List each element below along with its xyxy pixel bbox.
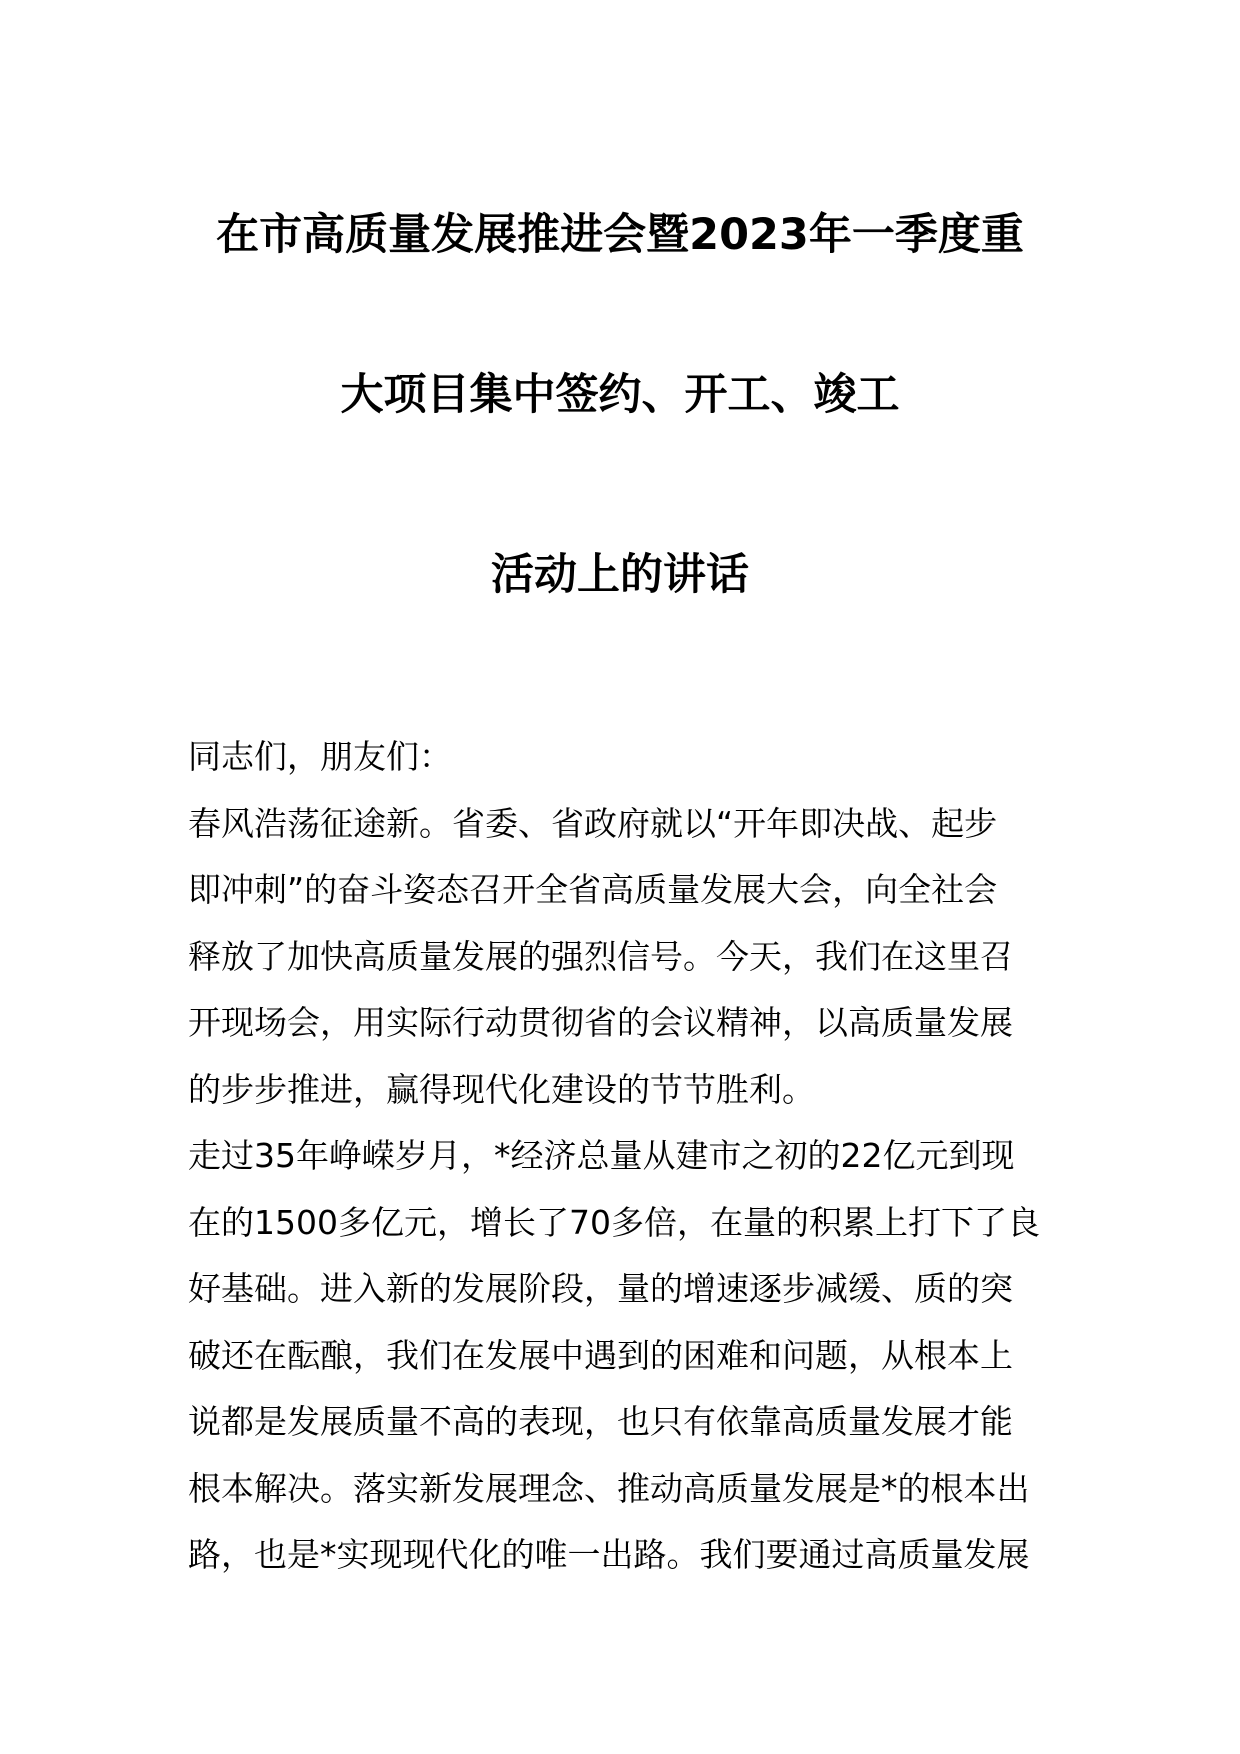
- paragraph-1-line: 春风浩荡征途新。省委、省政府就以“开年即决战、起步: [188, 803, 998, 843]
- paragraph-1-line: 的步步推进，赢得现代化建设的节节胜利。: [188, 1069, 815, 1109]
- paragraph-2-line: 路，也是*实现现代化的唯一出路。我们要通过高质量发展: [188, 1535, 1030, 1574]
- paragraph-1-line: 开现场会，用实际行动贯彻省的会议精神，以高质量发展: [188, 1003, 1013, 1042]
- title-line-2: 大项目集中签约、开工、竣工: [340, 370, 900, 420]
- paragraph-2-line: 走过35年峥嵘岁月，*经济总量从建市之初的22亿元到现: [188, 1136, 1015, 1175]
- paragraph-1-line: 释放了加快高质量发展的强烈信号。今天，我们在这里召: [188, 936, 1013, 976]
- paragraph-1-line: 即冲刺”的奋斗姿态召开全省高质量发展大会，向全社会: [188, 870, 998, 909]
- paragraph-2-line: 说都是发展质量不高的表现，也只有依靠高质量发展才能: [188, 1402, 1013, 1441]
- speech-body: [188, 724, 1058, 1589]
- paragraph-2-line: 好基础。进入新的发展阶段，量的增速逐步减缓、质的突: [188, 1269, 1013, 1308]
- paragraph-2-line: 在的1500多亿元，增长了70多倍，在量的积累上打下了良: [188, 1202, 1040, 1242]
- title-line-3: 活动上的讲话: [491, 550, 749, 600]
- title-line-1: 在市高质量发展推进会暨2023年一季度重: [216, 210, 1024, 260]
- salutation: 同志们，朋友们：: [188, 737, 452, 776]
- paragraph-2-line: 破还在酝酿，我们在发展中遇到的困难和问题，从根本上: [188, 1335, 1013, 1375]
- paragraph-2-line: 根本解决。落实新发展理念、推动高质量发展是*的根本出: [188, 1468, 1030, 1508]
